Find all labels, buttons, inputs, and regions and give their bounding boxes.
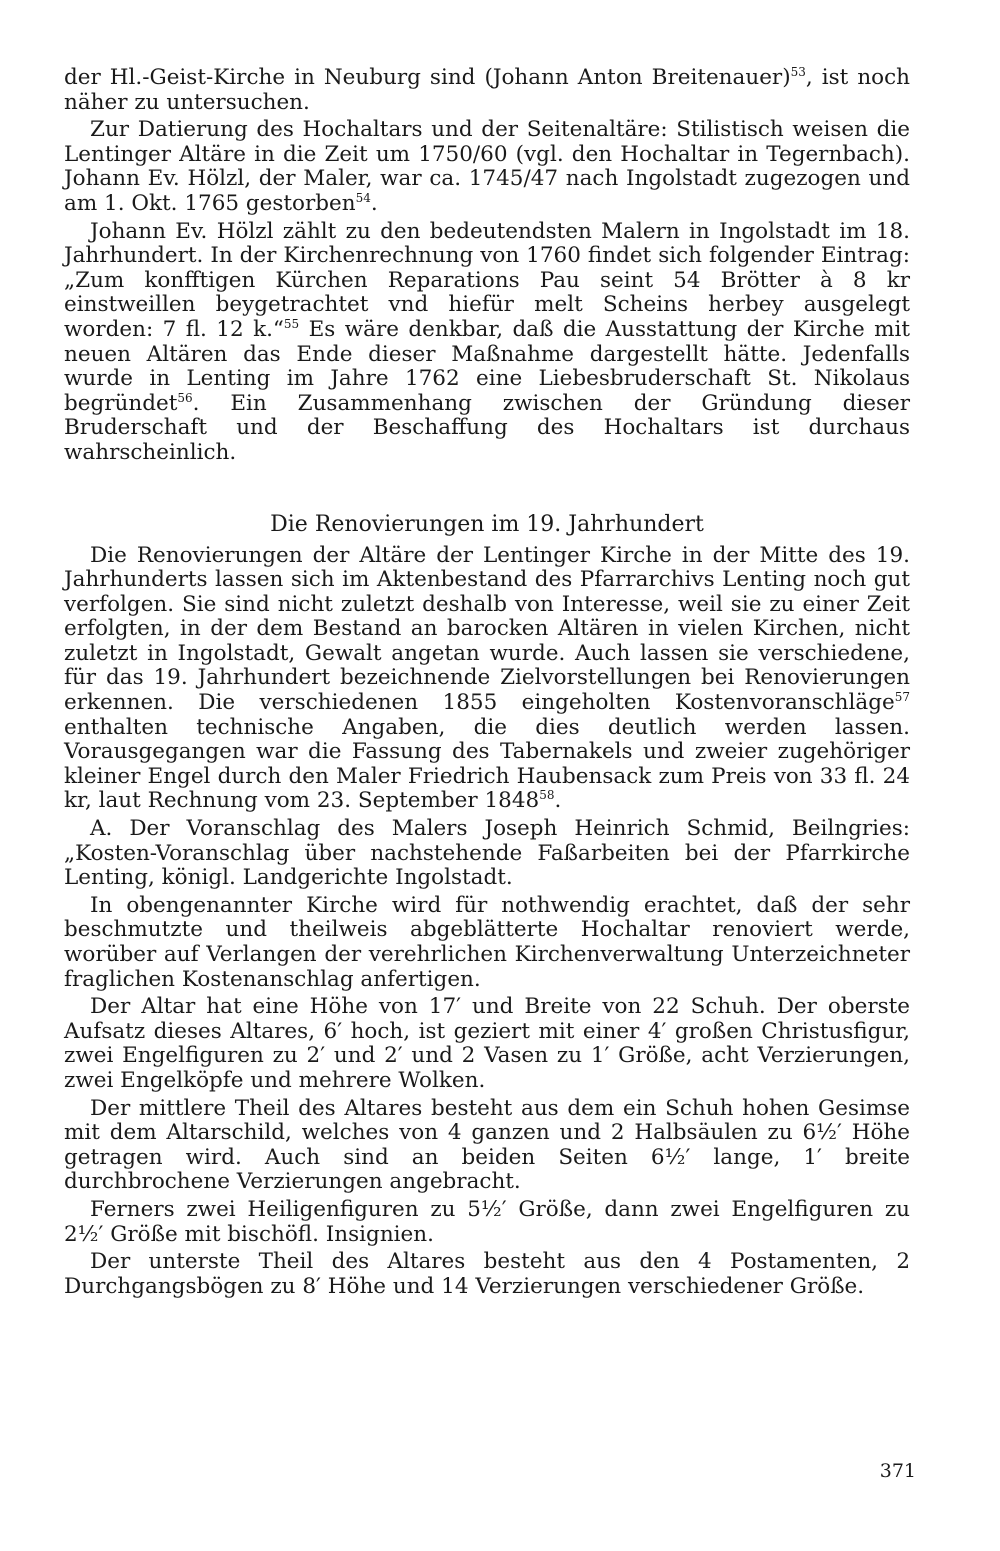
page-number: 371 bbox=[879, 1460, 916, 1482]
footnote-ref-53[interactable]: 53 bbox=[790, 65, 806, 79]
paragraph-7: Der Altar hat eine Höhe von 17′ und Breite von 22 Schuh. Der oberste Aufsatz dieses Altares, 6′ hoch, ist geziert mit einer 4′ großen Christusfigur, zwei Engelfiguren zu 2′ und 2′ und 2 Vasen zu 1′ Größe, acht Verzierungen, zwei Engelköpfe und mehrere Wolken. bbox=[64, 994, 910, 1093]
paragraph-1: der Hl.-Geist-Kirche in Neuburg sind (Johann Anton Breitenauer)$^{53}$, ist noch näher zu untersuchen. bbox=[64, 65, 911, 115]
footnote-ref-54[interactable]: 54 bbox=[355, 190, 371, 205]
section-heading: Die Renovierungen im 19. Jahrhundert bbox=[270, 511, 704, 537]
paragraph-10: Der unterste Theil des Altares besteht aus den 4 Postamenten, 2 Durchgangsbögen zu 8′ Höhe und 14 Verzierungen verschiedener Größe. bbox=[64, 1249, 910, 1299]
paragraph-8: Der mittlere Theil des Altares besteht aus dem ein Schuh hohen Gesimse mit dem Altarschild, welches von 4 ganzen und 2 Halbsäulen zu 6½′ Höhe getragen wird. Auch sind an beiden Seiten 6½′ lange, 1′ breite durchbrochene Verzierungen angebracht. bbox=[64, 1095, 910, 1195]
footnote-ref-58[interactable]: 58 bbox=[539, 788, 555, 803]
paragraph-5: A. Der Voranschlag des Malers Joseph Heinrich Schmid, Beilngries: „Kosten-Voranschlag über nachstehende Faßarbeiten bei der Pfarrkirche Lenting, königl. Landgerichte Ingolstadt. bbox=[64, 816, 910, 891]
paragraph-6: In obengenannter Kirche wird für nothwendig erachtet, daß der sehr beschmutzte und theilweis abgeblätterte Hochaltar renoviert werde, worüber auf Verlangen der verehrlichen Kirchenverwaltung Unterzeichneter fraglichen Kostenanschlag anfertigen. bbox=[64, 892, 910, 992]
document-page bbox=[64, 66, 910, 1302]
footnote-ref-57[interactable]: 57 bbox=[894, 690, 910, 705]
footnote-ref-56[interactable]: 56 bbox=[177, 390, 193, 405]
paragraph-4: Die Renovierungen der Altäre der Lentinger Kirche in der Mitte des 19. Jahrhunderts lassen sich im Aktenbestand des Pfarrarchivs Lenting noch gut verfolgen. Sie sind nicht zuletzt deshalb von Interesse, weil sie zu einer Zeit erfolgten, in der dem Bestand an barocken Altären in vielen Kirchen, nicht zuletzt in Ingolstadt, Gewalt angetan wurde. Auch lassen sie verschiedene, für das 19. Jahrhundert bezeichnende Zielvorstellungen bei Renovierungen erkennen. Die verschiedenen 1855 eingeholten Kostenvoranschläge$^{57}$ enthalten technische Angaben, die dies deutlich werden lassen. Vorausgegangen war die Fassung des Tabernakels und zweier zugehöriger kleiner Engel durch den Maler Friedrich Haubensack zum Preis von 33 fl. 24 kr, laut Rechnung vom 23. September 1848$^{58}$. bbox=[64, 542, 910, 814]
footnote-ref-55[interactable]: 55 bbox=[283, 316, 300, 331]
paragraph-2: Zur Datierung des Hochaltars und der Seitenaltäre: Stilistisch weisen die Lentinger Altäre in die Zeit um 1750/60 (vgl. den Hochaltar in Tegernbach). Johann Ev. Hölzl, der Maler, war ca. 1745/47 nach Ingolstadt zugezogen und am 1. Okt. 1765 gestorben$^{54}$. bbox=[64, 117, 910, 216]
paragraph-9: Ferners zwei Heiligenfiguren zu 5½′ Größe, dann zwei Engelfiguren zu 2½′ Größe mit bischöfl. Insignien. bbox=[64, 1196, 910, 1247]
paragraph-3: Johann Ev. Hölzl zählt zu den bedeutendsten Malern in Ingolstadt im 18. Jahrhundert. In der Kirchenrechnung von 1760 findet sich folgender Eintrag: „Zum konfftigen Kürchen Reparations Pau seint 54 Brötter à 8 kr einstweillen beygetrachtet vnd hiefür melt Scheins herbey ausgelegt worden: 7 fl. 12 k.“$^{55}$ Es wäre denkbar, daß die Ausstattung der Kirche mit neuen Altären das Ende dieser Maßnahme dargestellt hätte. Jedenfalls wurde in Lenting im Jahre 1762 eine Liebesbruderschaft St. Nikolaus begründet$^{56}$. Ein Zusammenhang zwischen der Gründung dieser Bruderschaft und der Beschaffung des Hochaltars ist durchaus wahrscheinlich. bbox=[64, 218, 910, 465]
